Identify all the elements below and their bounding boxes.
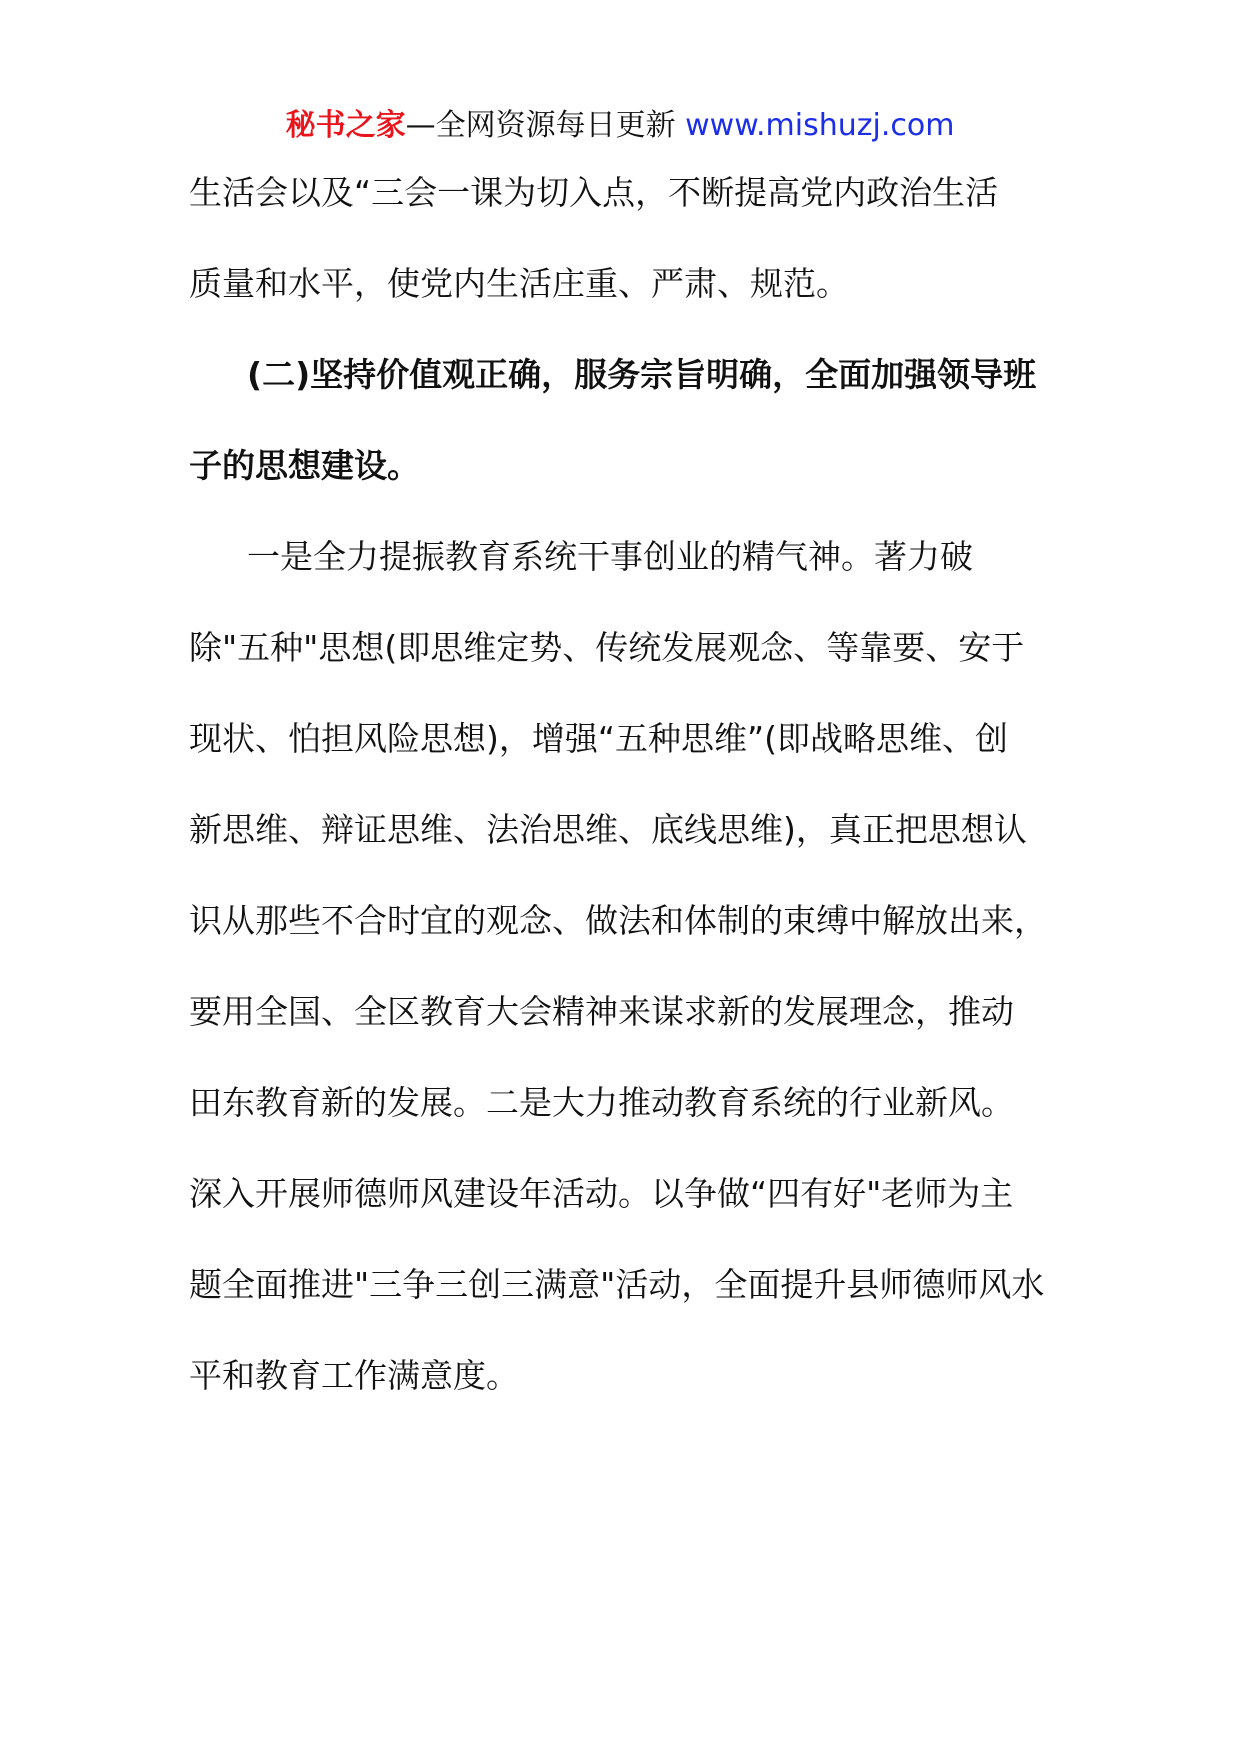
text-line-14: 平和教育工作满意度。 (189, 1356, 519, 1395)
text-line-5: 一是全力提振教育系统干事创业的精气神。著力破 (247, 537, 973, 576)
text-line-7: 现状、怕担风险思想)，增强“五种思维”(即战略思维、创 (189, 719, 1008, 758)
text-line-8: 新思维、辩证思维、法治思维、底线思维)，真正把思想认 (189, 810, 1027, 849)
text-line-10: 要用全国、全区教育大会精神来谋求新的发展理念，推动 (189, 992, 1014, 1031)
text-line-13: 题全面推进"三争三创三满意"活动，全面提升县师德师风水 (189, 1265, 1045, 1304)
text-line-1: 生活会以及“三会一课为切入点，不断提高党内政治生活 (189, 173, 999, 212)
section-heading-line-2: 子的思想建设。 (189, 446, 420, 485)
text-line-2: 质量和水平，使党内生活庄重、严肃、规范。 (189, 264, 849, 303)
brand-name: 秘书之家 (285, 108, 406, 143)
page-header (0, 104, 1240, 148)
text-line-9: 识从那些不合时宜的观念、做法和体制的束缚中解放出来， (189, 901, 1047, 940)
document-body (189, 171, 1069, 1445)
header-tagline: —全网资源每日更新 (405, 108, 676, 143)
text-line-6: 除"五种"思想(即思维定势、传统发展观念、等靠要、安于 (189, 628, 1025, 667)
section-heading-line-1: (二)坚持价值观正确，服务宗旨明确，全面加强领导班 (247, 355, 1037, 394)
text-line-11: 田东教育新的发展。二是大力推动教育系统的行业新风。 (189, 1083, 1014, 1122)
website-url[interactable]: www.mishuzj.com (685, 108, 955, 143)
text-line-12: 深入开展师德师风建设年活动。以争做“四有好"老师为主 (189, 1174, 1014, 1213)
